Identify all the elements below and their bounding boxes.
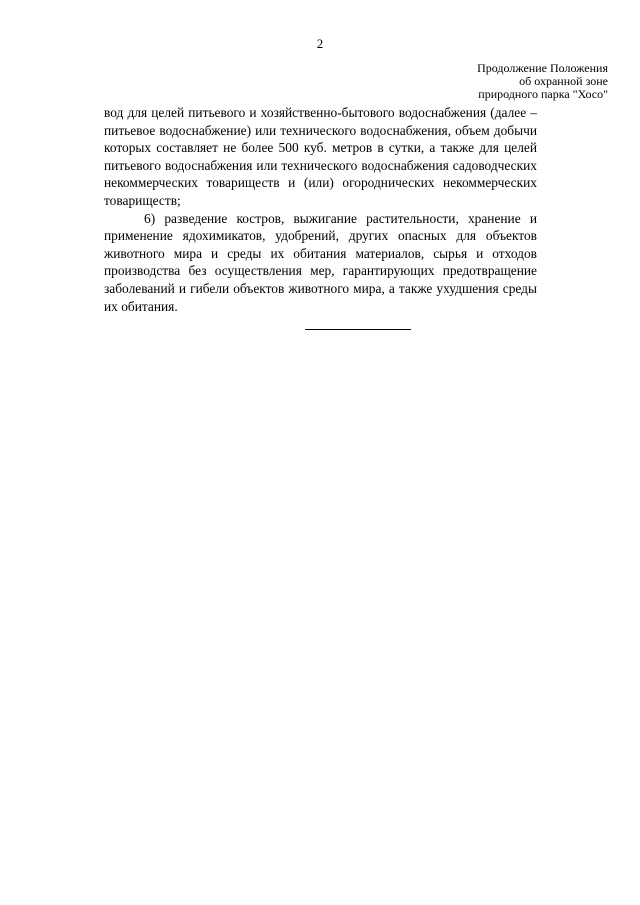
header-note-line-1: Продолжение Положения (477, 61, 608, 75)
header-note-line-2: об охранной зоне (519, 74, 608, 88)
end-of-document-rule (305, 329, 411, 330)
paragraph-continued: вод для целей питьевого и хозяйственно-бытового водоснабжения (далее – питьевое водоснабжение) или технического водоснабжения, объем добычи которых составляет не более 500 куб. метров в сутки, а также для целей питьевого водоснабжения или технического водоснабжения садоводческих некоммерческих товариществ и (или) огороднических некоммерческих товариществ; (104, 105, 537, 208)
document-header-note (477, 62, 608, 101)
paragraph-item-6: 6) разведение костров, выжигание растительности, хранение и применение ядохимикатов, удобрений, других опасных для объектов животного мира и среды их обитания материалов, сырья и отходов производства без осуществления мер, гарантирующих предотвращение заболеваний и гибели объектов животного мира, а также ухудшения среды их обитания. (104, 210, 537, 314)
document-body (104, 104, 537, 315)
header-note-line-3: природного парка "Хосо" (478, 87, 608, 101)
page-number: 2 (316, 36, 324, 51)
